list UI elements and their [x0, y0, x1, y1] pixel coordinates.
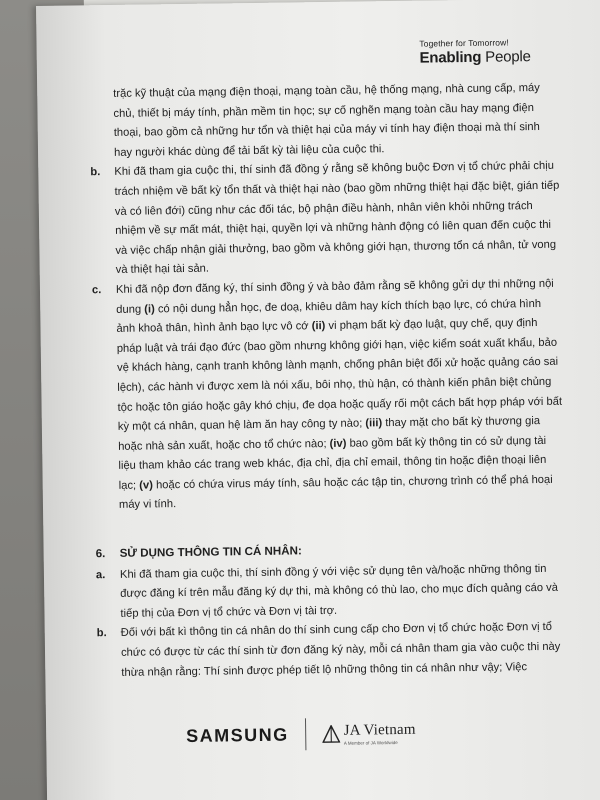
paragraph-c	[92, 275, 565, 517]
section-title: SỬ DỤNG THÔNG TIN CÁ NHÂN:	[119, 544, 302, 560]
clause-marker: (iii)	[365, 417, 383, 430]
ja-triangle-icon	[322, 725, 340, 743]
section6-paragraph-a	[96, 559, 567, 624]
paragraph-text: Khi đã nộp đơn đăng ký, thí sinh đồng ý và bảo đảm rằng sẽ không gửi dự thi những nội dung	[115, 277, 554, 316]
clause-marker: (iv)	[329, 437, 347, 450]
paragraph-text: Đối với bất kì thông tin cá nhân do thí sinh cung cấp cho Đơn vị tổ chức hoặc Đơn vị tổ chức có được từ các thí sinh từ đơn đăng ký này, mỗi cá nhân tham gia vào cuộc thi này thừa nhận rằng: Thí sinh được phép tiết lộ những thông tin cá nhân như vậy; Việc	[120, 621, 561, 679]
paragraph-text: bao gồm bất kỳ thông tin có sử dụng tài liệu tham khảo các trang web khác, địa chỉ, địa chỉ email, thông tin hoặc điện thoại liên lạc;	[118, 434, 547, 492]
clause-marker: (ii)	[311, 320, 326, 333]
paragraph-text: thay mặt cho bất kỳ thương gia hoặc nhà sản xuất, hoặc cho tổ chức nào;	[118, 415, 541, 453]
paragraph-a-continued	[89, 79, 560, 164]
section-number: 6.	[95, 547, 106, 561]
document-body	[89, 79, 567, 684]
brand-name	[419, 48, 530, 67]
logo-divider	[304, 718, 305, 750]
clause-marker: (v)	[139, 479, 154, 492]
paragraph-text: vi phạm bất kỳ đạo luật, quy chế, quy định pháp luật và trái đạo đức (bao gồm nhưng không giới hạn, việc kiểm soát xuất khẩu, bảo vệ khách hàng, cạnh tranh không lành mạnh, chống phân biệt đối xử hoặc quảng cáo sai lệch), các hành vi được xem là nói xấu, bôi nhọ, thù hận, có thành kiến phân biệt chủng tộc hoặc tôn giáo hoặc gây khó chịu, đe dọa hoặc quấy rối một cách bất hợp pháp với bất kỳ một cá nhân, quan hệ làm ăn hay công ty nào;	[116, 317, 563, 433]
list-marker: b.	[96, 627, 107, 640]
clause-marker: (i)	[144, 302, 155, 316]
paragraph-text: trặc kỹ thuật của mạng điện thoại, mạng toàn cầu, hệ thống mạng, nhà cung cấp, máy chủ, thiết bị máy tính, phần mềm tin học; sự cố nghẽn mạng toàn cầu hay mạng điện thoại, bao gồm cả những hư tổn và thiệt hại của máy vi tính hay điện thoại mà thí sinh hay người khác dùng để tải bất kỳ tài liệu của cuộc thi.	[113, 81, 540, 159]
paragraph-text: Khi đã tham gia cuộc thi, thí sinh đồng ý với việc sử dụng tên và/hoặc những thông tin được đăng kí trên mẫu đăng ký dự thi, mà không có thù lao, cho mục đích quảng cáo và tiếp thị của Đơn vị tổ chức và Đơn vị tài trợ.	[119, 562, 559, 620]
paragraph-text: hoặc có chứa virus máy tính, sâu hoặc các tập tin, chương trình có thể phá hoại máy vi tính.	[118, 473, 553, 512]
ja-subtitle: A Member of JA Worldwide	[343, 739, 398, 746]
ja-vietnam-logo	[322, 721, 416, 745]
list-marker: b.	[90, 166, 101, 179]
ja-name: JA Vietnam	[343, 721, 416, 739]
paragraph-text: Khi đã tham gia cuộc thi, thí sinh đã đồng ý rằng sẽ không buộc Đơn vị tổ chức phải chịu trách nhiệm về bất kỳ tổn thất và thiệt hại nào (bao gồm những thiệt hại đặc biệt, gián tiếp và có liên đới) cũng như các đối tác, bộ phận điều hành, nhân viên khỏi những trách nhiệm về sự mất mát, thiệt hại, quyền lợi và những hành động có liên quan đến cuộc thi và việc chấp nhận giải thưởng, bao gồm và không giới hạn, thương tổn cá nhân, tử vong và thiệt hại tài sản.	[114, 160, 560, 277]
header-branding	[419, 37, 531, 67]
brand-name-bold: Enabling	[419, 48, 482, 67]
brand-name-light: People	[481, 48, 531, 66]
samsung-logo: SAMSUNG	[186, 724, 289, 746]
section6-paragraph-b	[97, 618, 568, 683]
list-marker: a.	[95, 568, 106, 581]
document-page	[36, 0, 600, 800]
paragraph-text: có nội dung hẳn học, đe doạ, khiêu dâm hay kích thích bạo lực, có chứa hình ảnh khoả thân, hình ảnh bạo lực vô cớ	[116, 297, 542, 336]
paragraph-b	[90, 157, 562, 281]
footer-logos	[186, 717, 416, 752]
tagline: Together for Tomorrow!	[419, 37, 509, 49]
list-marker: c.	[91, 284, 102, 297]
